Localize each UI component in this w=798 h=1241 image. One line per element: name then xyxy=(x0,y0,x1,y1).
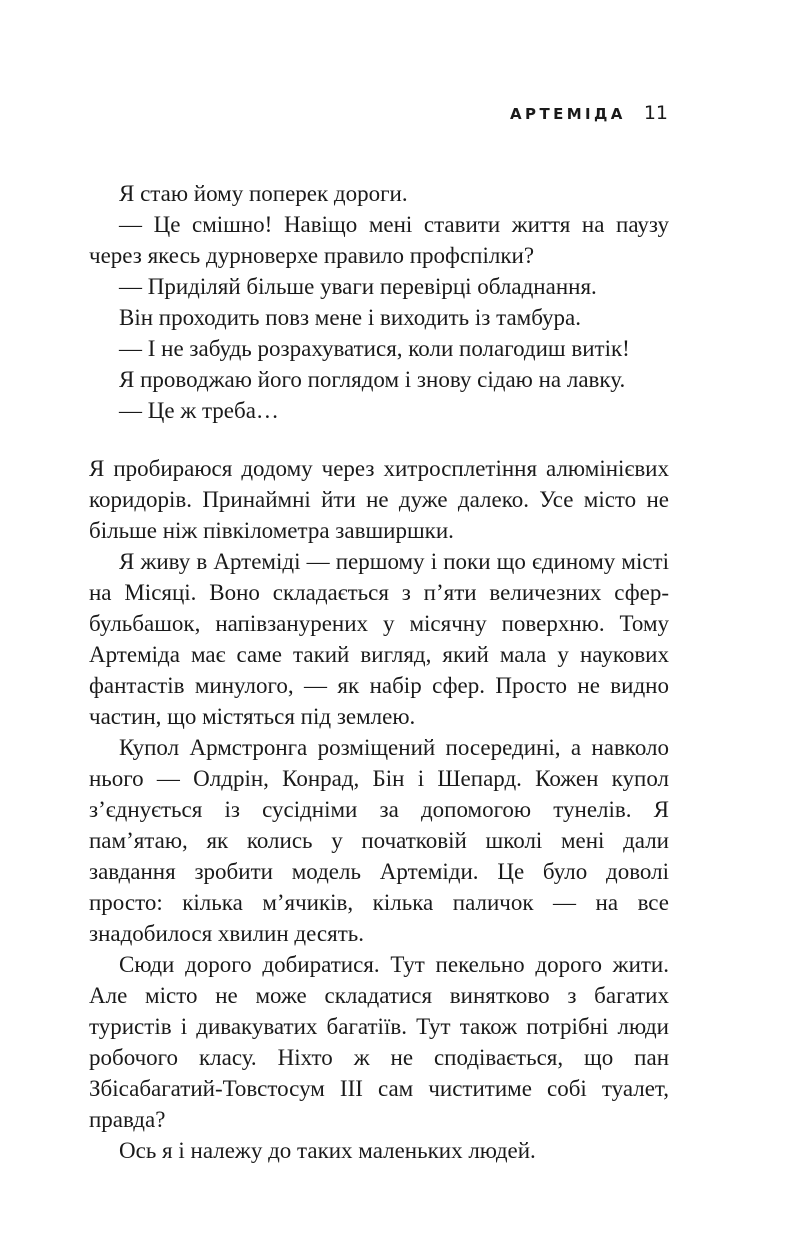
section-opening-paragraph: Я пробираюся додому через хитросплетіння алюмінієвих коридорів. Принаймні йти не дуже далеко. Усе місто не більше ніж півкілометра завширшки. xyxy=(89,456,669,543)
paragraph: Він проходить повз мене і виходить із тамбура. xyxy=(119,305,581,330)
paragraph: — Це смішно! Навіщо мені ставити життя на паузу через якесь дурноверхе правило профспілки? xyxy=(89,212,669,268)
narrative-block xyxy=(89,453,669,1166)
paragraph: Я живу в Артеміді — першому і поки що єдиному місті на Місяці. Воно складається з п’яти величезних сфер-бульбашок, напівзанурених у місячну поверхню. Тому Артеміда має саме такий вигляд, який мала у наукових фантастів минулого, — як набір сфер. Просто не видно частин, що містяться під землею. xyxy=(89,549,669,729)
paragraph: — Це ж треба… xyxy=(119,398,279,423)
paragraph: Купол Армстронга розміщений посередині, а навколо нього — Олдрін, Конрад, Бін і Шепард. Кожен купол з’єднується із сусідніми за допомогою тунелів. Я пам’ятаю, як колись у початковій школі мені дали завдання зробити модель Артеміди. Це було доволі просто: кілька м’ячиків, кілька паличок — на все знадобилося хвилин десять. xyxy=(89,735,669,946)
page-number: 11 xyxy=(643,102,668,124)
running-head xyxy=(510,102,668,124)
paragraph: Ось я і належу до таких маленьких людей. xyxy=(119,1138,536,1163)
paragraph: — І не забудь розрахуватися, коли полагодиш витік! xyxy=(119,336,630,361)
paragraph: — Приділяй більше уваги перевірці обладнання. xyxy=(119,274,597,299)
book-title: АРТЕМІДА xyxy=(510,105,626,123)
dialogue-block xyxy=(89,178,669,426)
paragraph: Сюди дорого добиратися. Тут пекельно дорого жити. Але місто не може складатися винятково з багатих туристів і дивакуватих багатіїв. Тут також потрібні люди робочого класу. Ніхто ж не сподівається, що пан Збісабагатий-Товстосум III сам чиститиме собі туалет, правда? xyxy=(89,952,669,1132)
paragraph: Я стаю йому поперек дороги. xyxy=(119,181,408,206)
paragraph: Я проводжаю його поглядом і знову сідаю на лавку. xyxy=(119,367,626,392)
